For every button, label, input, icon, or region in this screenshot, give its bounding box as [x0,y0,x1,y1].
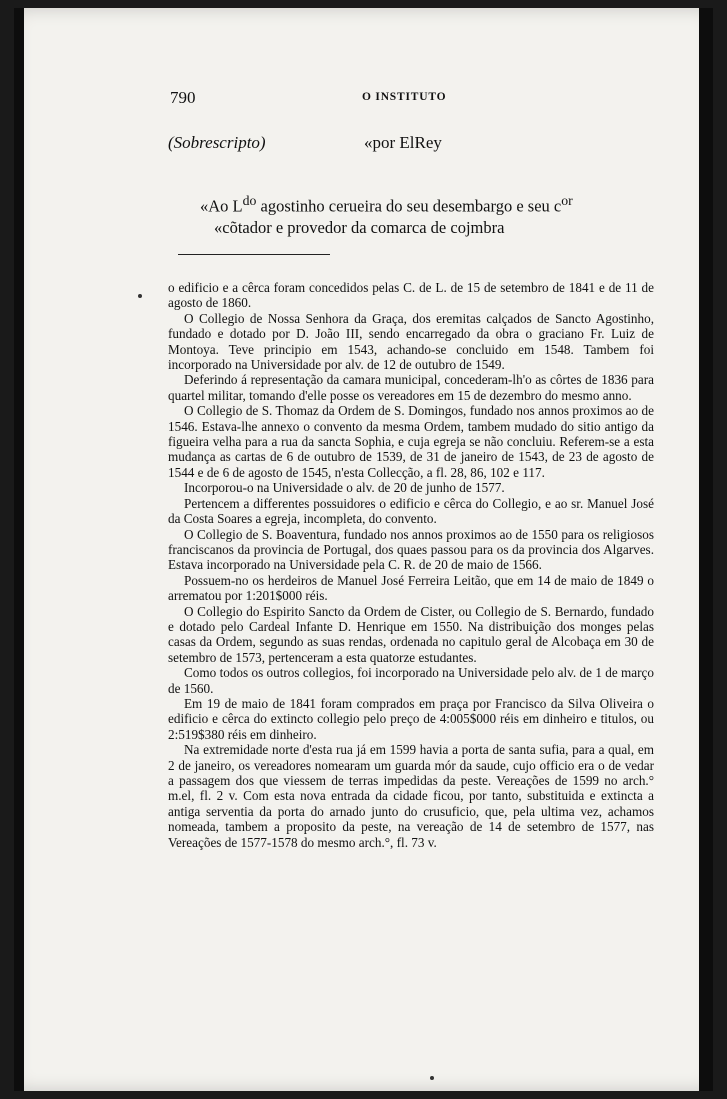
note-paragraph: O Collegio de Nossa Senhora da Graça, dos eremitas calçados de Sancto Agostinho, fundado e dotado por D. João III, sendo encarregado da obra o graciano Fr. Luiz de Montoya. Teve principio em 1543, achando-se concluido em 1548. Tambem foi incorporado na Universidade por alv. de 12 de outubro de 1549. [168,310,654,373]
note-paragraph: o edificio e a cêrca foram concedidos pelas C. de L. de 15 de setembro de 1841 e de 11 de agosto de 1860. [168,280,654,311]
note-paragraph: O Collegio de S. Boaventura, fundado nos annos proximos ao de 1550 para os religiosos franciscanos da provincia de Portugal, dos quaes passou para os da provincia dos Algarves. Estava incorporado na Universidade pela C. R. de 20 de maio de 1566. [168,526,654,573]
note-paragraph: Como todos os outros collegios, foi incorporado na Universidade pelo alv. de 1 de março de 1560. [168,665,654,696]
superscription-label: (Sobrescripto) [168,133,266,152]
note-paragraph: O Collegio do Espirito Sancto da Ordem de Cister, ou Collegio de S. Bernardo, fundado e dotado pelo Cardeal Infante D. Henrique em 1550. Na distribuição dos monges pelas casas da Ordem, segundo as suas rendas, ordenada no capitulo geral de Alcobaça em 30 de setembro de 1573, pertenceram a esta quatorze estudantes. [168,603,654,665]
document-page [14,8,713,1091]
note-paragraph: Pertencem a differentes possuidores o edificio e cêrca do Collegio, e ao sr. Manuel José da Costa Soares a egreja, incompleta, do convento. [168,495,654,527]
scan-edge-right [699,8,713,1091]
note-paragraph: Deferindo á representação da camara municipal, concederam-lh'o as côrtes de 1836 para quartel militar, tomando d'elle posse os vereadores em 15 de dezembro do mesmo anno. [168,372,654,403]
address-sup-do: do [242,193,257,208]
scan-speck [138,294,142,298]
running-title: O INSTITUTO [362,91,447,103]
note-paragraph: Na extremidade norte d'esta rua já em 1599 havia a porta de santa sufia, para a qual, em 2 de janeiro, os vereadores nomearam um guarda mór da saude, cujo officio era o de vedar a passagem dos que viessem de terras impedidas da peste. Vereações de 1599 no arch.° m.el, fl. 2 v. Com esta nova entrada da cidade ficou, por tanto, substituida e extincta a antiga serventia da porta do arnado junto do crusuficio, que, pela ultima vez, achamos nomeada, tambem a proposito da peste, na vereação de 14 de setembro de 1577, nas Vereações de 1577-1578 do mesmo arch.°, fl. 73 v. [168,742,654,850]
page-number: 790 [170,88,196,107]
address-line-1 [200,190,670,217]
note-paragraph: Incorporou-o na Universidade o alv. de 20 de junho de 1577. [184,480,505,496]
address-line-1-mid: agostinho ceruеira do seu desembargo e seu c [256,196,562,216]
footnote-text [168,280,654,850]
note-paragraph: O Collegio de S. Thomaz da Ordem de S. Domingos, fundado nos annos proximos ao de 1546. Estava-lhe annexo o convento da mesma Ordem, tambem mudado do sitio antigo da figueira velha para a rua da sancta Sophia, e cuja egreja se não concluiu. Referem-se a esta mudança as cartas de 6 de outubro de 1539, de 31 de janeiro de 1543, de 23 de agosto de 1544 e de 6 de agosto de 1545, n'esta Collecção, a fl. 28, 86, 102 e 117. [168,403,654,480]
scan-edge-left [14,8,24,1091]
superscription [168,133,588,157]
address-sup-or: or [561,193,573,208]
note-paragraph: Possuem-no os herdeiros de Manuel José Ferreira Leitão, que em 14 de maio de 1849 o arrematou por 1:201$000 réis. [168,572,654,604]
superscription-value: «por ElRey [364,133,442,152]
address-line-1-prefix: «Ao L [200,196,243,216]
scan-speck [430,1076,434,1080]
note-paragraph: Em 19 de maio de 1841 foram comprados em praça por Francisco da Silva Oliveira o edificio e cêrca do extincto collegio pelo preço de 4:005$000 réis em dinheiro e titulos, ou 2:519$380 réis em dinheiro. [168,695,654,742]
address-block [200,190,670,238]
address-line-2: «cõtador e provedor da comarca de cojmbra [214,217,505,237]
page-header [170,88,650,112]
footnote-rule [178,254,330,255]
